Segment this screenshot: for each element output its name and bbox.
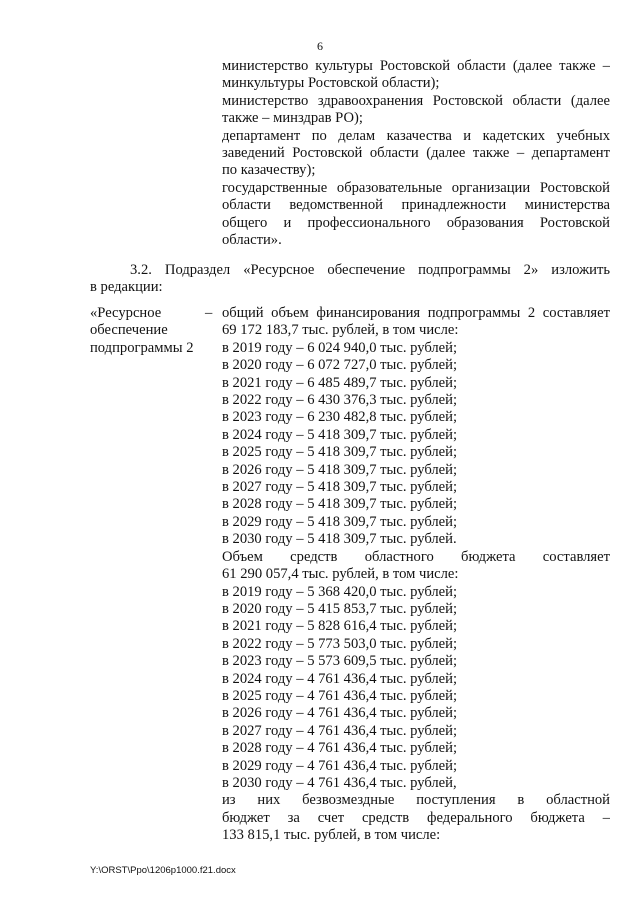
text-line: департамент по делам казачества и кадетских учебных <box>222 127 610 144</box>
year-line: в 2025 году – 4 761 436,4 тыс. рублей; <box>222 687 458 704</box>
text-line: 69 172 183,7 тыс. рублей, в том числе: <box>222 322 459 339</box>
year-line: в 2019 году – 6 024 940,0 тыс. рублей; <box>222 339 458 356</box>
page-number: 6 <box>317 39 323 53</box>
text-line: общего и профессионального образования Ростовской <box>222 214 610 231</box>
text-line: 3.2. Подраздел «Ресурсное обеспечение подпрограммы 2» изложить <box>130 262 610 278</box>
text-line: бюджет за счет средств федерального бюджета – <box>222 809 610 826</box>
text-line: также – минздрав РО); <box>222 110 363 127</box>
year-line: в 2027 году – 5 418 309,7 тыс. рублей; <box>222 479 458 496</box>
text-line: Объем средств областного бюджета составляет <box>222 548 610 565</box>
year-line: в 2021 году – 6 485 489,7 тыс. рублей; <box>222 374 458 391</box>
year-line: в 2020 году – 6 072 727,0 тыс. рублей; <box>222 357 458 374</box>
text-line: 61 290 057,4 тыс. рублей, в том числе: <box>222 566 459 583</box>
year-line: в 2027 году – 4 761 436,4 тыс. рублей; <box>222 722 458 739</box>
year-line: в 2023 году – 5 573 609,5 тыс. рублей; <box>222 653 458 670</box>
text-line: по казачеству); <box>222 162 316 179</box>
year-line: в 2021 году – 5 828 616,4 тыс. рублей; <box>222 618 458 635</box>
text-line: минкультуры Ростовской области); <box>222 75 440 92</box>
year-line: в 2029 году – 4 761 436,4 тыс. рублей; <box>222 757 458 774</box>
year-line: в 2026 году – 4 761 436,4 тыс. рублей; <box>222 705 458 722</box>
year-line: в 2028 году – 4 761 436,4 тыс. рублей; <box>222 740 458 757</box>
file-path-footer: Y:\ORST\Ppo\1206p1000.f21.docx <box>90 865 236 876</box>
row-dash: – <box>205 305 213 321</box>
year-line: в 2024 году – 5 418 309,7 тыс. рублей; <box>222 426 458 443</box>
year-line: в 2022 году – 5 773 503,0 тыс. рублей; <box>222 635 458 652</box>
text-line: области». <box>222 232 282 249</box>
text-line: министерство культуры Ростовской области (далее также – <box>222 58 610 74</box>
year-line: в 2028 году – 5 418 309,7 тыс. рублей; <box>222 496 458 513</box>
text-line: области ведомственной принадлежности министерства <box>222 197 610 214</box>
text-line: министерство здравоохранения Ростовской области (далее <box>222 92 610 109</box>
executors-list <box>222 58 610 249</box>
text-line: общий объем финансирования подпрограммы 2 составляет <box>222 305 610 321</box>
year-line: в 2025 году – 5 418 309,7 тыс. рублей; <box>222 444 458 461</box>
year-line: в 2030 году – 4 761 436,4 тыс. рублей, <box>222 774 457 791</box>
text-line: 133 815,1 тыс. рублей, в том числе: <box>222 827 441 844</box>
year-line: в 2029 году – 5 418 309,7 тыс. рублей; <box>222 513 458 530</box>
year-line: в 2019 году – 5 368 420,0 тыс. рублей; <box>222 583 458 600</box>
text-line: в редакции: <box>90 279 163 296</box>
text-line: заведений Ростовской области (далее также – департамент <box>222 145 610 162</box>
text-line: государственные образовательные организации Ростовской <box>222 179 610 196</box>
year-line: в 2023 году – 6 230 482,8 тыс. рублей; <box>222 409 458 426</box>
funding-content <box>222 305 610 845</box>
year-line: в 2026 году – 5 418 309,7 тыс. рублей; <box>222 461 458 478</box>
row-label: «Ресурсное обеспечение подпрограммы 2 <box>90 305 194 356</box>
year-line: в 2022 году – 6 430 376,3 тыс. рублей; <box>222 392 458 409</box>
year-line: в 2020 году – 5 415 853,7 тыс. рублей; <box>222 600 458 617</box>
section-paragraph <box>90 262 610 297</box>
year-line: в 2030 году – 5 418 309,7 тыс. рублей. <box>222 531 457 548</box>
text-line: из них безвозмездные поступления в областной <box>222 792 610 809</box>
year-line: в 2024 году – 4 761 436,4 тыс. рублей; <box>222 670 458 687</box>
